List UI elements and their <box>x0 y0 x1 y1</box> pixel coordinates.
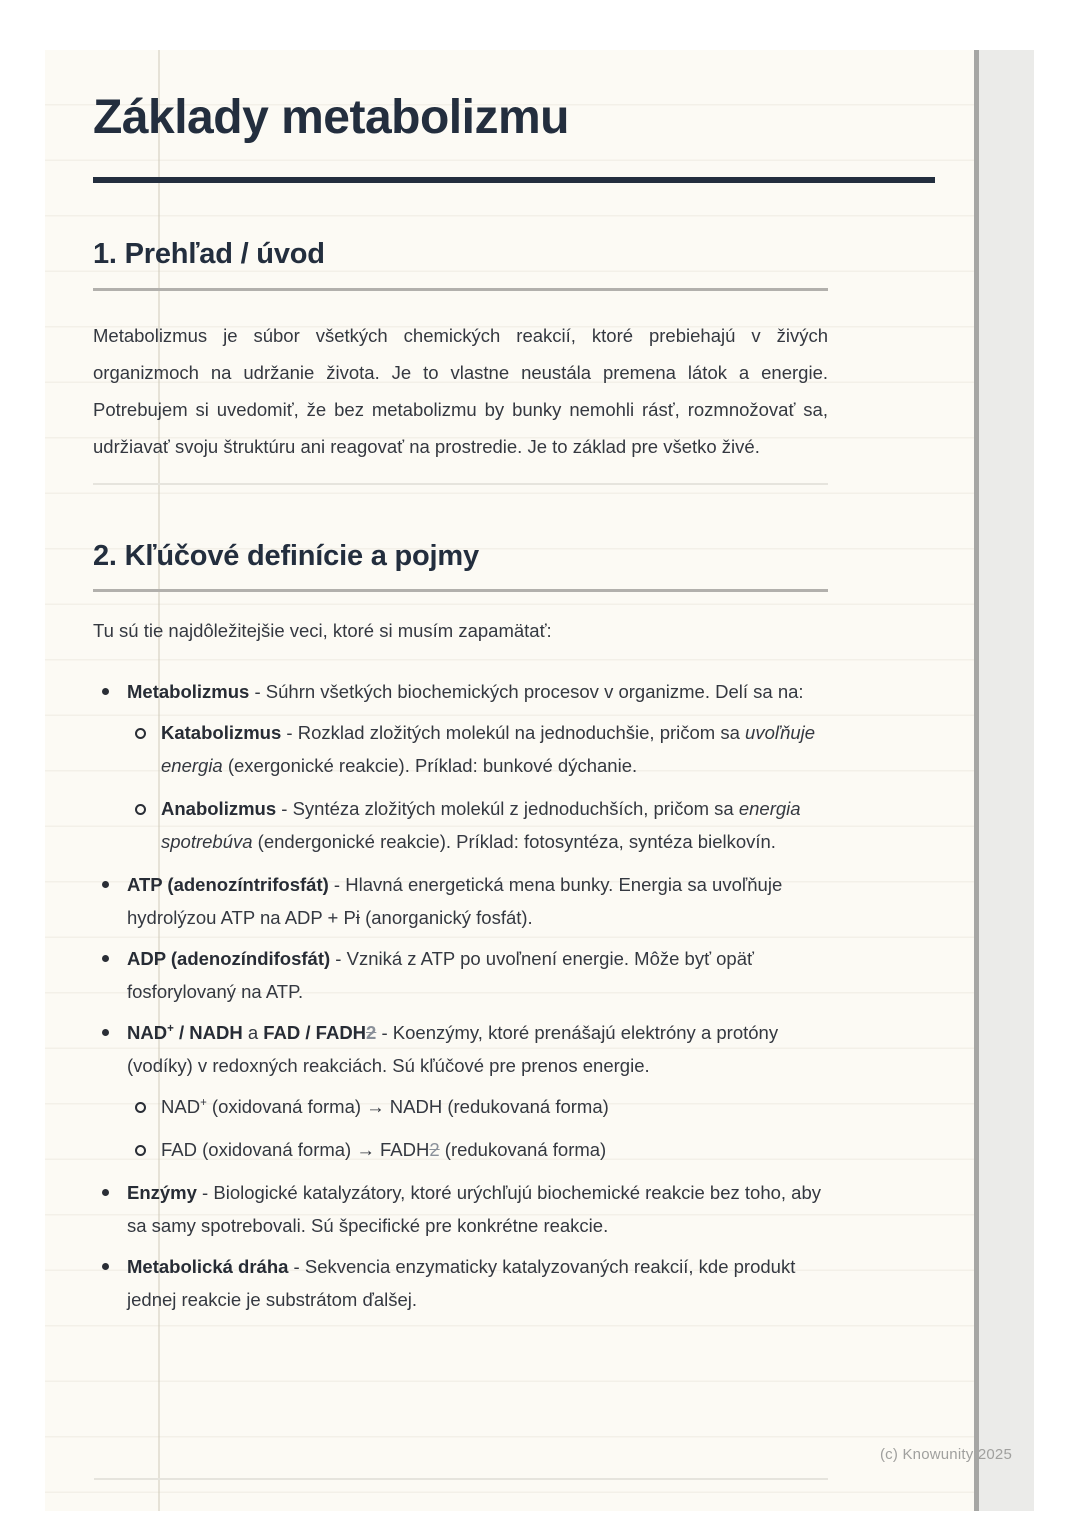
page-edge-strip <box>974 50 1034 1511</box>
page-title: Základy metabolizmu <box>93 91 569 144</box>
list-item-text: NAD+ (oxidovaná forma) → NADH (redukovaná forma) <box>161 1096 609 1118</box>
bullet-dot-icon <box>102 1263 109 1270</box>
list-item-text: ATP (adenozíntrifosfát) - Hlavná energetická mena bunky. Energia sa uvoľňuje hydrolýzou ATP na ADP + Pi (anorganický fosfát). <box>127 874 783 929</box>
overview-paragraph: Metabolizmus je súbor všetkých chemických reakcií, ktoré prebiehajú v živých organizmoch na udržanie života. Je to vlastne neustála premena látok a energie. Potrebujem si uvedomiť, že bez metabolizmu by bunky nemohli rásť, rozmnožovať sa, udržiavať svoju štruktúru ani reagovať na prostredie. Je to základ pre všetko živé. <box>93 324 828 457</box>
bullet-dot-icon <box>102 1189 109 1196</box>
list-item-nad-fad <box>93 1016 828 1166</box>
list-item-text: FAD (oxidovaná forma) → FADH2 (redukovaná forma) <box>161 1139 607 1161</box>
list-item-nad-forms <box>127 1090 828 1123</box>
list-item-text: ADP (adenozíndifosfát) - Vzniká z ATP po uvoľnení energie. Môže byť opäť fosforylovaný na ATP. <box>127 948 754 1003</box>
section-overview <box>93 237 935 465</box>
list-item-enzymy <box>93 1176 828 1242</box>
list-item-metabolicka-draha <box>93 1250 828 1316</box>
list-item-adp <box>93 942 828 1008</box>
bullet-circle-icon <box>135 728 146 739</box>
bullet-dot-icon <box>102 688 109 695</box>
copyright-footer: (c) Knowunity 2025 <box>879 1446 1012 1463</box>
bullet-dot-icon <box>102 1029 109 1036</box>
section-definitions <box>93 539 935 1317</box>
definitions-intro: Tu sú tie najdôležitejšie veci, ktoré si musím zapamätať: <box>93 620 552 642</box>
struck-subscript-i: i <box>355 907 360 929</box>
document-page <box>45 50 974 1511</box>
sublist-metabolizmus <box>127 716 828 858</box>
list-item-text: Enzýmy - Biologické katalyzátory, ktoré urýchľujú biochemické reakcie bez toho, aby sa samy spotrebovali. Sú špecifické pre konkrétne reakcie. <box>127 1182 822 1237</box>
page-content <box>93 50 935 1316</box>
struck-subscript-2: 2 <box>366 1022 377 1044</box>
section-2-heading: 2. Kľúčové definície a pojmy <box>93 539 479 572</box>
section-1-heading: 1. Prehľad / úvod <box>93 237 325 270</box>
list-item-fad-forms <box>127 1133 828 1166</box>
section-2-heading-rule <box>93 589 828 592</box>
superscript-plus: + <box>200 1097 207 1110</box>
superscript-plus: + <box>167 1023 174 1036</box>
bullet-circle-icon <box>135 1145 146 1156</box>
sublist-nad-fad <box>127 1090 828 1166</box>
section-divider <box>93 483 828 485</box>
list-item-text: Katabolizmus - Rozklad zložitých molekúl na jednoduchšie, pričom sa uvoľňuje energia (exergonické reakcie). Príklad: bunkové dýchanie. <box>161 722 816 777</box>
bullet-circle-icon <box>135 804 146 815</box>
bottom-divider <box>94 1478 828 1480</box>
title-rule <box>93 177 935 183</box>
list-item-anabolizmus <box>127 792 828 858</box>
list-item-metabolizmus <box>93 675 828 858</box>
struck-subscript-2: 2 <box>429 1139 440 1161</box>
bullet-circle-icon <box>135 1102 146 1113</box>
section-1-heading-rule <box>93 288 828 291</box>
bullet-dot-icon <box>102 955 109 962</box>
list-item-katabolizmus <box>127 716 828 782</box>
list-item-text: Metabolizmus - Súhrn všetkých biochemických procesov v organizme. Delí sa na: <box>127 681 804 703</box>
list-item-atp <box>93 868 828 934</box>
definitions-list <box>93 675 828 1316</box>
list-item-text: Anabolizmus - Syntéza zložitých molekúl z jednoduchších, pričom sa energia spotrebúva (endergonické reakcie). Príklad: fotosyntéza, syntéza bielkovín. <box>161 798 801 853</box>
bullet-dot-icon <box>102 881 109 888</box>
list-item-text: NAD+ / NADH a FAD / FADH2 - Koenzýmy, ktoré prenášajú elektróny a protóny (vodíky) v redoxných reakciách. Sú kľúčové pre prenos energie. <box>127 1022 779 1077</box>
list-item-text: Metabolická dráha - Sekvencia enzymaticky katalyzovaných reakcií, kde produkt jednej reakcie je substrátom ďalšej. <box>127 1256 796 1311</box>
